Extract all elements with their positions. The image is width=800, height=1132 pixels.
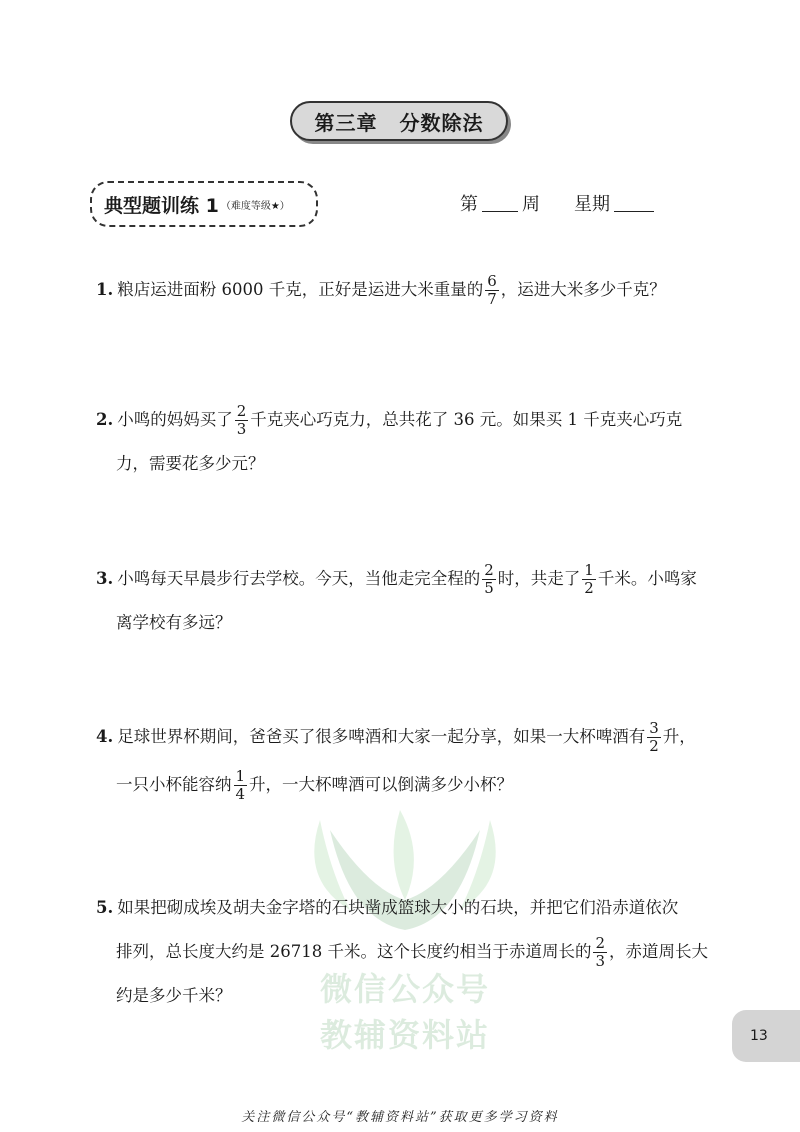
section-title: 典型题训练 1 [104,194,219,217]
problem-number: 1. [96,280,114,299]
problem-5 [96,886,716,1018]
page-number: 13 [750,1028,768,1044]
week-blank [482,193,518,212]
problem-4 [96,715,716,807]
fraction: $\frac{2}{3}$ [236,402,247,438]
section-heading [90,181,318,227]
problem-text: 力，需要花多少元？ [116,454,265,473]
problem-text: 粮店运进面粉 6000 千克，正好是运进大米重量的 [117,280,484,299]
footer-note: 关注微信公众号“教辅资料站”获取更多学习资料 [241,1110,559,1125]
fraction: $\frac{3}{2}$ [649,719,659,755]
problem-text: 约是多少千米？ [116,986,232,1005]
fraction: $\frac{1}{2}$ [584,561,594,597]
difficulty-label: （难度等级★） [220,200,290,212]
problem-number: 4. [96,727,114,746]
week-prefix: 第 [460,194,478,215]
fraction: $\frac{2}{5}$ [484,561,494,597]
schedule-line [460,190,658,216]
chapter-title-banner [290,101,508,141]
weekday-blank [614,193,654,212]
problem-text: 离学校有多远？ [116,613,232,632]
problem-number: 3. [96,569,114,588]
problem-text: 升， [662,727,696,746]
fraction: $\frac{2}{3}$ [595,934,606,970]
problem-number: 5. [96,898,114,917]
problem-text: 足球世界杯期间，爸爸买了很多啤酒和大家一起分享，如果一大杯啤酒有 [117,727,646,746]
problem-text: 如果把砌成埃及胡夫金字塔的石块凿成篮球大小的石块，并把它们沿赤道依次 [117,898,679,917]
problem-text: 小鸣的妈妈买了 [117,410,233,429]
problem-2 [96,398,716,486]
fraction: $\frac{6}{7}$ [487,272,497,308]
problem-text: 一只小杯能容纳 [116,775,232,794]
week-suffix: 周 [522,194,540,215]
problem-1 [96,268,716,312]
problem-3 [96,557,716,645]
chapter-subtitle: 分数除法 [399,110,484,135]
problem-text: ，赤道周长大 [609,942,709,961]
problem-text: ，运进大米多少千克？ [500,280,666,299]
page-number-tab [732,1010,800,1062]
problem-text: 升，一大杯啤酒可以倒满多少小杯？ [249,775,514,794]
problem-text: 排列，总长度大约是 26718 千米。这个长度约相当于赤道周长的 [116,942,592,961]
problem-text: 小鸣每天早晨步行去学校。今天，当他走完全程的 [117,569,481,588]
fraction: $\frac{1}{4}$ [235,767,246,803]
problem-text: 时，共走了 [497,569,581,588]
problem-text: 千克夹心巧克力，总共花了 36 元。如果买 1 千克夹心巧克 [250,410,683,429]
chapter-number: 第三章 [314,110,378,135]
problem-number: 2. [96,410,114,429]
watermark-line-1: 微信公众号 [319,970,490,1008]
weekday-label: 星期 [574,194,610,215]
problem-text: 千米。小鸣家 [597,569,697,588]
watermark-line-2: 教辅资料站 [319,1016,490,1054]
